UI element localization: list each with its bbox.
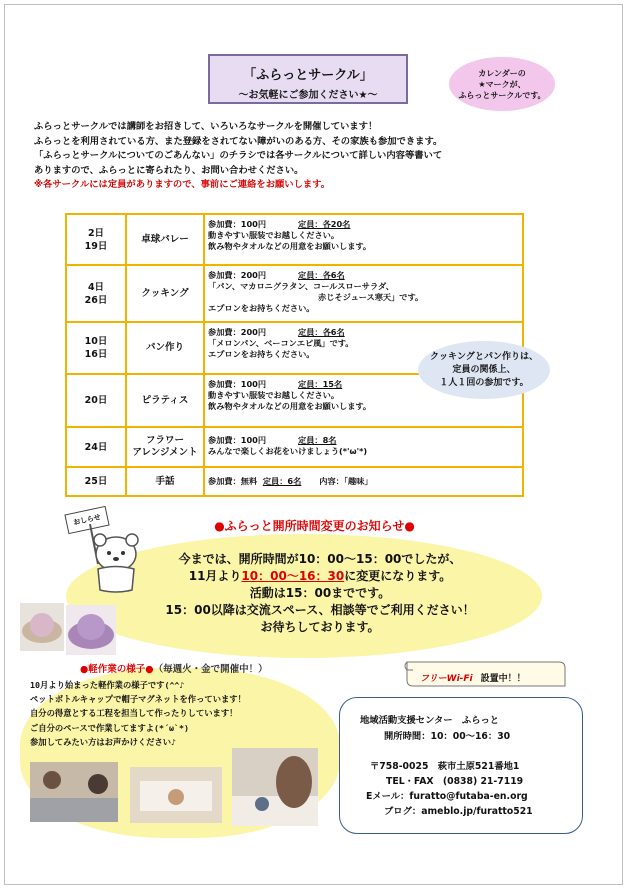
cooking-note-line: クッキングとパン作りは、: [430, 351, 538, 362]
schedule-dates: [67, 428, 127, 466]
schedule-date: 10日: [84, 336, 108, 347]
activity-name-text: パン作り: [145, 342, 184, 353]
activity-capacity: 定員：6名: [262, 476, 302, 486]
wifi-label: フリーWi-Fi: [420, 674, 473, 684]
schedule-dates: [67, 375, 127, 426]
activity-fee: 参加費：100円: [208, 219, 267, 229]
center-email: Eメール：furatto@futaba-en.org: [366, 791, 528, 802]
schedule-activity-name: [127, 468, 205, 495]
schedule-row-sign-language: [67, 468, 522, 495]
activity-detail-line: エプロンをお持ちください。: [208, 303, 315, 313]
announcement-line: 活動は15：00までです。: [249, 586, 391, 600]
activity-detail-line: 赤じそジュース寒天」です。: [318, 292, 424, 302]
center-address: 〒758-0025 萩市土原521番地1: [370, 761, 520, 772]
light-work-line: ペットボトルキャップで帽子マグネットを作っています！: [30, 694, 246, 705]
intro-line: 「ふらっとサークルについてのごあんない」のチラシでは各サークルについて詳しい内容等書いて: [34, 150, 443, 162]
light-work-body: [30, 678, 360, 749]
schedule-date: 4日: [87, 281, 105, 293]
announcement-title: ●ふらっと開所時間変更のお知らせ●: [214, 519, 415, 533]
light-work-line: 自分の得意とする工程を担当して作ったりしています！: [30, 708, 238, 719]
schedule-row-flower-arrangement: [67, 428, 522, 468]
intro-text: [34, 120, 594, 193]
center-info-box: [339, 697, 583, 834]
announcement-body: [100, 551, 540, 636]
craft-photo-icon: [20, 603, 64, 651]
schedule-dates: [67, 215, 127, 264]
announcement-line-part: 11月より: [188, 569, 242, 583]
wifi-banner: [420, 671, 526, 684]
schedule-date: 24日: [84, 441, 108, 453]
announcement-line-part: に変更になります。: [344, 569, 452, 583]
activity-content: 内容：「趣味」: [319, 476, 373, 486]
activity-name-text: 手話: [155, 475, 175, 487]
activity-fee: 参加費：無料: [208, 476, 258, 486]
intro-warning: ※各サークルには定員がありますので、事前にご連絡をお願いします。: [34, 179, 331, 191]
activity-capacity: 定員：8名: [298, 435, 337, 445]
light-work-title-note: （毎週火・金で開催中！）: [153, 664, 268, 675]
schedule-date: 2日: [87, 227, 105, 239]
wifi-status: 設置中！！: [480, 674, 526, 684]
schedule-activity-name: [127, 323, 205, 373]
workshop-photo-icon: [30, 762, 118, 822]
calendar-note-line: ふらっとサークルです。: [458, 90, 546, 100]
cooking-note-bubble: [418, 341, 550, 399]
schedule-activity-name: [127, 375, 205, 426]
activity-capacity: 定員：各6名: [298, 270, 345, 280]
schedule-date: 26日: [84, 294, 108, 306]
cooking-note-line: 定員の関係上、: [452, 364, 516, 375]
activity-name-text: ピラティス: [141, 394, 189, 406]
page-subtitle: ～お気軽にご参加ください★～: [238, 90, 378, 101]
schedule-details: [208, 435, 518, 457]
schedule-date: 16日: [84, 349, 108, 360]
calendar-note-line: カレンダーの: [478, 68, 526, 78]
light-work-title: [80, 661, 268, 675]
schedule-details: [208, 270, 518, 314]
schedule-date: 19日: [84, 240, 108, 252]
calendar-note-bubble: [449, 57, 555, 111]
center-blog: ブログ：ameblo.jp/furatto521: [384, 806, 533, 817]
schedule-activity-name: [127, 215, 205, 264]
schedule-row-cooking: [67, 266, 522, 323]
activity-detail-line: みんなで楽しくお花をいけましょう(*'ω'*): [208, 446, 368, 456]
activity-name-text: アレンジメント: [132, 447, 198, 458]
announcement-line: 15：00以降は交流スペース、相談等でご利用ください！: [165, 603, 475, 617]
activity-capacity: 定員：各20名: [298, 219, 351, 229]
cooking-note-line: １人１回の参加です。: [439, 377, 529, 388]
title-box: [208, 54, 408, 104]
light-work-line: 10月より始まった軽作業の様子です(^^♪: [30, 680, 185, 690]
schedule-activity-name: [127, 266, 205, 321]
intro-line: ありますので、ふらっとに寄られたり、お問い合わせください。: [34, 164, 304, 176]
announcement-line: [100, 568, 540, 585]
schedule-date: 25日: [84, 476, 108, 487]
light-work-title-text: ●軽作業の様子●: [80, 664, 154, 675]
schedule-dates: [67, 323, 127, 373]
activity-detail-line: 「メロンパン、ベーコンエピ風」です。: [208, 338, 354, 348]
schedule-activity-name: [127, 428, 205, 466]
activity-detail-line: 飲み物やタオルなどの用意をお願いします。: [208, 241, 372, 251]
workshop-photo-icon: [232, 748, 318, 826]
activity-capacity: 定員：各6名: [298, 327, 345, 337]
intro-line: ふらっとサークルでは講師をお招きして、いろいろなサークルを開催しています！: [34, 121, 378, 132]
center-tel: TEL・FAX (0838) 21-7119: [386, 776, 524, 787]
announcement-line: 今までは、開所時間が10：00～15：00でしたが、: [178, 552, 462, 566]
activity-fee: 参加費：100円: [208, 435, 267, 445]
announcement-line: お待ちしております。: [260, 620, 380, 634]
intro-line: ふらっとを利用されている方、また登録をされてない障がいのある方、その家族も参加できます。: [34, 135, 443, 147]
light-work-line: 参加してみたい方はお声かけください♪: [30, 736, 177, 747]
notice-sign: おしらせ: [64, 506, 109, 534]
calendar-note-line: ★マークが、: [478, 79, 526, 89]
schedule-details: [208, 476, 518, 487]
activity-fee: 参加費：200円: [208, 327, 267, 337]
craft-photo-icon: [66, 605, 116, 655]
schedule-dates: [67, 468, 127, 495]
light-work-line: ご自分のペースで作業してますよ(*´ω`*): [30, 722, 190, 733]
center-name: 地域活動支援センター ふらっと: [360, 715, 500, 726]
activity-detail-line: 動きやすい服装でお越しください。: [208, 390, 340, 400]
schedule-date: 20日: [84, 395, 108, 406]
activity-detail-line: 飲み物やタオルなどの用意をお願いします。: [208, 401, 372, 411]
activity-name-text: クッキング: [141, 287, 189, 299]
workshop-photo-icon: [130, 767, 222, 823]
activity-fee: 参加費：100円: [208, 379, 267, 389]
activity-name-text: 卓球バレー: [141, 233, 189, 245]
page-title: 「ふらっとサークル」: [243, 68, 373, 83]
center-hours: 開所時間：10：00～16：30: [384, 731, 511, 742]
activity-name-text: フラワー: [145, 435, 184, 446]
schedule-row-table-volleyball: [67, 215, 522, 266]
activity-detail-line: 「パン、マカロニグラタン、コールスローサラダ、: [208, 281, 394, 291]
schedule-details: [208, 219, 518, 252]
activity-detail-line: 動きやすい服装でお越しください。: [208, 230, 340, 240]
new-hours-highlight: 10：00～16：30: [241, 569, 345, 583]
schedule-dates: [67, 266, 127, 321]
activity-capacity: 定員：15名: [298, 379, 343, 389]
activity-fee: 参加費：200円: [208, 270, 267, 280]
activity-detail-line: エプロンをお持ちください。: [208, 349, 315, 359]
